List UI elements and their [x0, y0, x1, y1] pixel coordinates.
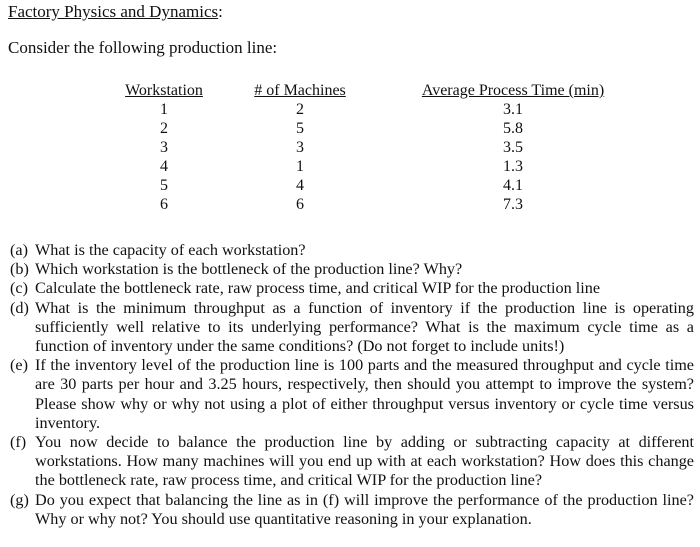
- question-text: What is the capacity of each workstation?: [35, 241, 306, 259]
- question-list: [10, 241, 694, 529]
- process-time-cell: 5.8: [503, 120, 523, 137]
- machines-column: [244, 82, 356, 214]
- machines-cell: 3: [296, 139, 304, 156]
- question-label: (a): [10, 241, 28, 259]
- question-text: If the inventory level of the production line is 100 parts and the measured throughput and cycle time are 30 parts per hour and 3.25 hours, respectively, then should you attempt to improve the system? Please show why or why not using a plot of either throughput versus inventory or cycle time versus inventory.: [35, 356, 694, 432]
- workstation-cell: 1: [160, 101, 168, 118]
- question-text: You now decide to balance the production line by adding or subtracting capacity at different workstations. How many machines will you end up with at each workstation? How does this change the bottleneck rate, raw process time, and critical WIP for the production line?: [35, 433, 694, 490]
- workstation-cell: 5: [160, 177, 168, 194]
- process-time-cell: 1.3: [503, 158, 523, 175]
- workstation-cell: 4: [160, 158, 168, 175]
- question-a: [10, 241, 694, 260]
- workstation-cell: 3: [160, 139, 168, 156]
- machines-cell: 6: [296, 196, 304, 213]
- machines-cell: 5: [296, 120, 304, 137]
- question-b: [10, 260, 694, 279]
- question-label: (g): [10, 490, 29, 509]
- process-time-header: Average Process Time (min): [421, 82, 605, 99]
- process-time-column: [404, 82, 622, 214]
- question-label: (f): [10, 433, 27, 452]
- process-time-cell: 3.1: [503, 101, 523, 118]
- machines-cell: 1: [296, 158, 304, 175]
- question-f: [10, 433, 694, 491]
- question-e: [10, 356, 694, 433]
- question-label: (d): [10, 298, 29, 317]
- workstation-header: Workstation: [125, 82, 203, 99]
- question-label: (e): [10, 356, 28, 375]
- question-text: What is the minimum throughput as a function of inventory if the production line is operating sufficiently well relative to its underlying performance? What is the maximum cycle time as a function of inventory under the same conditions? (Do not forget to include units!): [35, 298, 694, 356]
- intro-text: Consider the following production line:: [8, 38, 278, 57]
- title-text: Factory Physics and Dynamics: [8, 2, 219, 21]
- question-label: (c): [10, 279, 28, 298]
- workstation-column: [112, 82, 216, 214]
- question-d: [10, 299, 694, 357]
- process-time-cell: 4.1: [503, 177, 523, 194]
- machines-cell: 4: [296, 177, 304, 194]
- workstation-cell: 2: [160, 120, 168, 137]
- question-c: [10, 279, 694, 298]
- question-label: (b): [10, 260, 29, 279]
- workstation-cell: 6: [160, 196, 168, 213]
- question-text: Which workstation is the bottleneck of the production line? Why?: [35, 260, 463, 279]
- machines-cell: 2: [296, 101, 304, 118]
- process-time-cell: 3.5: [503, 139, 523, 156]
- question-text: Do you expect that balancing the line as in (f) will improve the performance of the production line? Why or why not? You should use quantitative reasoning in your explanation.: [35, 490, 694, 528]
- machines-header: # of Machines: [254, 82, 346, 99]
- question-g: [10, 491, 694, 529]
- question-text: Calculate the bottleneck rate, raw process time, and critical WIP for the production line: [35, 279, 601, 298]
- page-title: [8, 2, 223, 22]
- process-time-cell: 7.3: [503, 196, 523, 213]
- title-colon: :: [218, 2, 223, 21]
